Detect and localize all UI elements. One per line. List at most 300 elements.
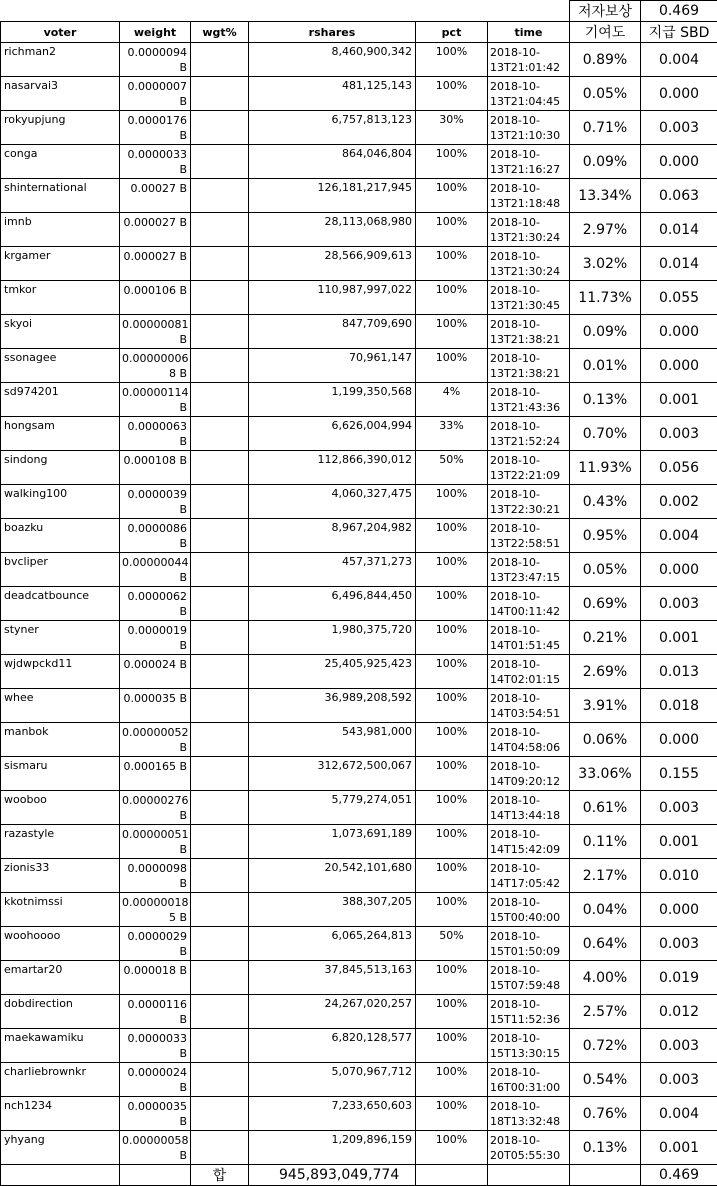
table-row xyxy=(1,655,717,689)
sbd-cell: 0.014 xyxy=(641,213,717,247)
pct-cell: 100% xyxy=(416,213,488,247)
time-cell: 2018-10-15T07:59:48 xyxy=(488,961,570,995)
voter-cell: krgamer xyxy=(1,247,120,281)
voter-cell: shinternational xyxy=(1,179,120,213)
pct-cell: 100% xyxy=(416,1131,488,1165)
voter-cell: kkotnimssi xyxy=(1,893,120,927)
rshares-cell: 312,672,500,067 xyxy=(249,757,416,791)
sbd-cell: 0.003 xyxy=(641,791,717,825)
pct-cell: 100% xyxy=(416,859,488,893)
sbd-cell: 0.000 xyxy=(641,77,717,111)
wgt-cell xyxy=(191,621,249,655)
contrib-cell: 0.21% xyxy=(570,621,641,655)
time-cell: 2018-10-13T23:47:15 xyxy=(488,553,570,587)
weight-cell: 0.00000052 B xyxy=(120,723,191,757)
pct-cell: 100% xyxy=(416,1063,488,1097)
table-row xyxy=(1,587,717,621)
header-sbd: 지급 SBD xyxy=(641,22,717,43)
sbd-cell: 0.000 xyxy=(641,315,717,349)
contrib-cell: 0.11% xyxy=(570,825,641,859)
weight-cell: 0.0000063 B xyxy=(120,417,191,451)
table-row xyxy=(1,723,717,757)
contrib-cell: 3.91% xyxy=(570,689,641,723)
table-row xyxy=(1,961,717,995)
table-row xyxy=(1,383,717,417)
contrib-cell: 13.34% xyxy=(570,179,641,213)
rshares-cell: 70,961,147 xyxy=(249,349,416,383)
weight-cell: 0.0000029 B xyxy=(120,927,191,961)
time-cell: 2018-10-14T13:44:18 xyxy=(488,791,570,825)
sbd-cell: 0.155 xyxy=(641,757,717,791)
pct-cell: 100% xyxy=(416,587,488,621)
pct-cell: 4% xyxy=(416,383,488,417)
weight-cell: 0.0000033 B xyxy=(120,1029,191,1063)
table-row xyxy=(1,893,717,927)
rshares-cell: 6,065,264,813 xyxy=(249,927,416,961)
contrib-cell: 4.00% xyxy=(570,961,641,995)
time-cell: 2018-10-14T00:11:42 xyxy=(488,587,570,621)
header-row xyxy=(1,22,717,43)
rshares-cell: 7,233,650,603 xyxy=(249,1097,416,1131)
time-cell: 2018-10-15T00:40:00 xyxy=(488,893,570,927)
time-cell: 2018-10-13T22:58:51 xyxy=(488,519,570,553)
weight-cell: 0.0000033 B xyxy=(120,145,191,179)
sbd-cell: 0.003 xyxy=(641,927,717,961)
weight-cell: 0.000165 B xyxy=(120,757,191,791)
voter-cell: nch1234 xyxy=(1,1097,120,1131)
wgt-cell xyxy=(191,349,249,383)
contrib-cell: 0.09% xyxy=(570,315,641,349)
time-cell: 2018-10-13T22:21:09 xyxy=(488,451,570,485)
sbd-cell: 0.063 xyxy=(641,179,717,213)
time-cell: 2018-10-13T21:43:36 xyxy=(488,383,570,417)
weight-cell: 0.0000176 B xyxy=(120,111,191,145)
wgt-cell xyxy=(191,417,249,451)
table-row xyxy=(1,485,717,519)
wgt-cell xyxy=(191,791,249,825)
sbd-cell: 0.004 xyxy=(641,519,717,553)
rshares-cell: 24,267,020,257 xyxy=(249,995,416,1029)
pct-cell: 50% xyxy=(416,451,488,485)
wgt-cell xyxy=(191,1131,249,1165)
voter-cell: whee xyxy=(1,689,120,723)
weight-cell: 0.0000035 B xyxy=(120,1097,191,1131)
pct-cell: 100% xyxy=(416,485,488,519)
rshares-cell: 6,626,004,994 xyxy=(249,417,416,451)
voter-cell: tmkor xyxy=(1,281,120,315)
pct-cell: 100% xyxy=(416,757,488,791)
wgt-cell xyxy=(191,451,249,485)
contrib-cell: 0.61% xyxy=(570,791,641,825)
rshares-cell: 8,967,204,982 xyxy=(249,519,416,553)
wgt-cell xyxy=(191,961,249,995)
sbd-cell: 0.003 xyxy=(641,417,717,451)
contrib-cell: 0.54% xyxy=(570,1063,641,1097)
wgt-cell xyxy=(191,519,249,553)
wgt-cell xyxy=(191,43,249,77)
wgt-cell xyxy=(191,213,249,247)
contrib-cell: 0.09% xyxy=(570,145,641,179)
weight-cell: 0.0000019 B xyxy=(120,621,191,655)
voter-cell: richman2 xyxy=(1,43,120,77)
voter-cell: deadcatbounce xyxy=(1,587,120,621)
sum-label: 합 xyxy=(191,1165,249,1186)
time-cell: 2018-10-13T21:04:45 xyxy=(488,77,570,111)
wgt-cell xyxy=(191,689,249,723)
weight-cell: 0.00000058 B xyxy=(120,1131,191,1165)
wgt-cell xyxy=(191,1097,249,1131)
table-row xyxy=(1,43,717,77)
time-cell: 2018-10-13T22:30:21 xyxy=(488,485,570,519)
wgt-cell xyxy=(191,927,249,961)
table-row xyxy=(1,179,717,213)
voter-cell: hongsam xyxy=(1,417,120,451)
rshares-cell: 5,070,967,712 xyxy=(249,1063,416,1097)
rshares-cell: 20,542,101,680 xyxy=(249,859,416,893)
wgt-cell xyxy=(191,77,249,111)
voter-cell: rokyupjung xyxy=(1,111,120,145)
header-contrib: 기여도 xyxy=(570,22,641,43)
pct-cell: 100% xyxy=(416,519,488,553)
weight-cell: 0.0000086 B xyxy=(120,519,191,553)
sbd-cell: 0.000 xyxy=(641,553,717,587)
pct-cell: 100% xyxy=(416,723,488,757)
weight-cell: 0.000027 B xyxy=(120,247,191,281)
weight-cell: 0.0000007 B xyxy=(120,77,191,111)
voter-cell: ssonagee xyxy=(1,349,120,383)
weight-cell: 0.000108 B xyxy=(120,451,191,485)
time-cell: 2018-10-14T09:20:12 xyxy=(488,757,570,791)
author-reward-label: 저자보상 xyxy=(570,1,641,22)
weight-cell: 0.00000018 5 B xyxy=(120,893,191,927)
weight-cell: 0.0000094 B xyxy=(120,43,191,77)
wgt-cell xyxy=(191,145,249,179)
pct-cell: 100% xyxy=(416,281,488,315)
rshares-cell: 110,987,997,022 xyxy=(249,281,416,315)
voter-cell: sindong xyxy=(1,451,120,485)
rshares-cell: 1,209,896,159 xyxy=(249,1131,416,1165)
sbd-cell: 0.000 xyxy=(641,349,717,383)
weight-cell: 0.0000039 B xyxy=(120,485,191,519)
pct-cell: 100% xyxy=(416,1029,488,1063)
weight-cell: 0.000035 B xyxy=(120,689,191,723)
table-row xyxy=(1,791,717,825)
contrib-cell: 0.76% xyxy=(570,1097,641,1131)
weight-cell: 0.00000006 8 B xyxy=(120,349,191,383)
wgt-cell xyxy=(191,859,249,893)
rshares-cell: 126,181,217,945 xyxy=(249,179,416,213)
voter-cell: yhyang xyxy=(1,1131,120,1165)
table-row xyxy=(1,1029,717,1063)
table-row xyxy=(1,757,717,791)
table-row xyxy=(1,145,717,179)
sbd-cell: 0.003 xyxy=(641,1029,717,1063)
table-row xyxy=(1,1131,717,1165)
rshares-cell: 543,981,000 xyxy=(249,723,416,757)
rshares-cell: 37,845,513,163 xyxy=(249,961,416,995)
sbd-cell: 0.003 xyxy=(641,587,717,621)
contrib-cell: 0.06% xyxy=(570,723,641,757)
contrib-cell: 0.70% xyxy=(570,417,641,451)
contrib-cell: 2.69% xyxy=(570,655,641,689)
sbd-cell: 0.056 xyxy=(641,451,717,485)
time-cell: 2018-10-13T21:38:21 xyxy=(488,315,570,349)
weight-cell: 0.000018 B xyxy=(120,961,191,995)
table-row xyxy=(1,213,717,247)
rshares-cell: 481,125,143 xyxy=(249,77,416,111)
sbd-cell: 0.000 xyxy=(641,145,717,179)
time-cell: 2018-10-13T21:01:42 xyxy=(488,43,570,77)
pct-cell: 100% xyxy=(416,655,488,689)
time-cell: 2018-10-14T17:05:42 xyxy=(488,859,570,893)
sum-sbd: 0.469 xyxy=(641,1165,717,1186)
pct-cell: 100% xyxy=(416,825,488,859)
wgt-cell xyxy=(191,553,249,587)
rshares-cell: 4,060,327,475 xyxy=(249,485,416,519)
time-cell: 2018-10-16T00:31:00 xyxy=(488,1063,570,1097)
time-cell: 2018-10-15T01:50:09 xyxy=(488,927,570,961)
table-row xyxy=(1,927,717,961)
table-row xyxy=(1,553,717,587)
rshares-cell: 28,566,909,613 xyxy=(249,247,416,281)
rshares-cell: 6,757,813,123 xyxy=(249,111,416,145)
contrib-cell: 0.05% xyxy=(570,553,641,587)
rshares-cell: 28,113,068,980 xyxy=(249,213,416,247)
sbd-cell: 0.001 xyxy=(641,1131,717,1165)
wgt-cell xyxy=(191,485,249,519)
wgt-cell xyxy=(191,383,249,417)
pct-cell: 33% xyxy=(416,417,488,451)
weight-cell: 0.000024 B xyxy=(120,655,191,689)
sbd-cell: 0.014 xyxy=(641,247,717,281)
contrib-cell: 2.97% xyxy=(570,213,641,247)
sbd-cell: 0.001 xyxy=(641,825,717,859)
sum-rshares: 945,893,049,774 xyxy=(249,1165,416,1186)
voter-cell: dobdirection xyxy=(1,995,120,1029)
weight-cell: 0.00000044 B xyxy=(120,553,191,587)
author-reward-row xyxy=(1,1,717,22)
table-row xyxy=(1,1063,717,1097)
time-cell: 2018-10-14T04:58:06 xyxy=(488,723,570,757)
table-row xyxy=(1,315,717,349)
time-cell: 2018-10-13T21:16:27 xyxy=(488,145,570,179)
sbd-cell: 0.013 xyxy=(641,655,717,689)
time-cell: 2018-10-15T11:52:36 xyxy=(488,995,570,1029)
header-weight: weight xyxy=(120,22,191,43)
contrib-cell: 0.89% xyxy=(570,43,641,77)
table-row xyxy=(1,111,717,145)
author-reward-value: 0.469 xyxy=(641,1,717,22)
table-row xyxy=(1,77,717,111)
time-cell: 2018-10-13T21:30:45 xyxy=(488,281,570,315)
time-cell: 2018-10-13T21:38:21 xyxy=(488,349,570,383)
pct-cell: 100% xyxy=(416,179,488,213)
time-cell: 2018-10-18T13:32:48 xyxy=(488,1097,570,1131)
wgt-cell xyxy=(191,1029,249,1063)
voter-cell: sd974201 xyxy=(1,383,120,417)
sbd-cell: 0.003 xyxy=(641,1063,717,1097)
table-row xyxy=(1,451,717,485)
wgt-cell xyxy=(191,757,249,791)
rshares-cell: 6,820,128,577 xyxy=(249,1029,416,1063)
rshares-cell: 457,371,273 xyxy=(249,553,416,587)
wgt-cell xyxy=(191,179,249,213)
pct-cell: 100% xyxy=(416,553,488,587)
header-wgt: wgt% xyxy=(191,22,249,43)
table-row xyxy=(1,825,717,859)
wgt-cell xyxy=(191,893,249,927)
sbd-cell: 0.002 xyxy=(641,485,717,519)
weight-cell: 0.000106 B xyxy=(120,281,191,315)
pct-cell: 100% xyxy=(416,1097,488,1131)
contrib-cell: 0.04% xyxy=(570,893,641,927)
table-row xyxy=(1,621,717,655)
contrib-cell: 0.71% xyxy=(570,111,641,145)
contrib-cell: 0.69% xyxy=(570,587,641,621)
table-row xyxy=(1,1097,717,1131)
time-cell: 2018-10-13T21:10:30 xyxy=(488,111,570,145)
contrib-cell: 11.73% xyxy=(570,281,641,315)
table-row xyxy=(1,247,717,281)
rshares-cell: 864,046,804 xyxy=(249,145,416,179)
voter-cell: bvcliper xyxy=(1,553,120,587)
pct-cell: 100% xyxy=(416,961,488,995)
voter-cell: skyoi xyxy=(1,315,120,349)
voter-cell: imnb xyxy=(1,213,120,247)
pct-cell: 100% xyxy=(416,349,488,383)
rshares-cell: 847,709,690 xyxy=(249,315,416,349)
rshares-cell: 5,779,274,051 xyxy=(249,791,416,825)
contrib-cell: 0.01% xyxy=(570,349,641,383)
sbd-cell: 0.001 xyxy=(641,621,717,655)
time-cell: 2018-10-13T21:30:24 xyxy=(488,213,570,247)
rshares-cell: 1,073,691,189 xyxy=(249,825,416,859)
contrib-cell: 2.57% xyxy=(570,995,641,1029)
table-row xyxy=(1,519,717,553)
voter-cell: sismaru xyxy=(1,757,120,791)
pct-cell: 100% xyxy=(416,43,488,77)
table-row xyxy=(1,349,717,383)
rshares-cell: 8,460,900,342 xyxy=(249,43,416,77)
table-row xyxy=(1,859,717,893)
wgt-cell xyxy=(191,315,249,349)
sbd-cell: 0.018 xyxy=(641,689,717,723)
contrib-cell: 0.95% xyxy=(570,519,641,553)
voter-cell: manbok xyxy=(1,723,120,757)
voter-cell: woohoooo xyxy=(1,927,120,961)
contrib-cell: 0.05% xyxy=(570,77,641,111)
table-row xyxy=(1,689,717,723)
weight-cell: 0.000027 B xyxy=(120,213,191,247)
weight-cell: 0.0000062 B xyxy=(120,587,191,621)
voter-cell: zionis33 xyxy=(1,859,120,893)
wgt-cell xyxy=(191,587,249,621)
time-cell: 2018-10-14T01:51:45 xyxy=(488,621,570,655)
rshares-cell: 388,307,205 xyxy=(249,893,416,927)
wgt-cell xyxy=(191,995,249,1029)
sbd-cell: 0.004 xyxy=(641,43,717,77)
weight-cell: 0.0000116 B xyxy=(120,995,191,1029)
rshares-cell: 25,405,925,423 xyxy=(249,655,416,689)
sbd-cell: 0.019 xyxy=(641,961,717,995)
contrib-cell: 33.06% xyxy=(570,757,641,791)
sbd-cell: 0.000 xyxy=(641,723,717,757)
rshares-cell: 6,496,844,450 xyxy=(249,587,416,621)
sum-row xyxy=(1,1165,717,1186)
weight-cell: 0.00000276 B xyxy=(120,791,191,825)
wgt-cell xyxy=(191,655,249,689)
wgt-cell xyxy=(191,281,249,315)
table-row xyxy=(1,995,717,1029)
time-cell: 2018-10-14T15:42:09 xyxy=(488,825,570,859)
time-cell: 2018-10-15T13:30:15 xyxy=(488,1029,570,1063)
voter-cell: nasarvai3 xyxy=(1,77,120,111)
wgt-cell xyxy=(191,825,249,859)
sbd-cell: 0.010 xyxy=(641,859,717,893)
contrib-cell: 0.43% xyxy=(570,485,641,519)
pct-cell: 100% xyxy=(416,77,488,111)
sbd-cell: 0.001 xyxy=(641,383,717,417)
pct-cell: 30% xyxy=(416,111,488,145)
header-rshares: rshares xyxy=(249,22,416,43)
weight-cell: 0.00000081 B xyxy=(120,315,191,349)
pct-cell: 100% xyxy=(416,145,488,179)
contrib-cell: 0.64% xyxy=(570,927,641,961)
sbd-cell: 0.000 xyxy=(641,893,717,927)
time-cell: 2018-10-13T21:30:24 xyxy=(488,247,570,281)
pct-cell: 50% xyxy=(416,927,488,961)
contrib-cell: 0.13% xyxy=(570,383,641,417)
voter-cell: charliebrownkr xyxy=(1,1063,120,1097)
wgt-cell xyxy=(191,247,249,281)
header-voter: voter xyxy=(1,22,120,43)
voter-cell: emartar20 xyxy=(1,961,120,995)
time-cell: 2018-10-13T21:18:48 xyxy=(488,179,570,213)
contrib-cell: 11.93% xyxy=(570,451,641,485)
pct-cell: 100% xyxy=(416,247,488,281)
voter-cell: styner xyxy=(1,621,120,655)
rshares-cell: 112,866,390,012 xyxy=(249,451,416,485)
header-pct: pct xyxy=(416,22,488,43)
voter-cell: boazku xyxy=(1,519,120,553)
sbd-cell: 0.055 xyxy=(641,281,717,315)
weight-cell: 0.0000098 B xyxy=(120,859,191,893)
weight-cell: 0.0000024 B xyxy=(120,1063,191,1097)
contrib-cell: 3.02% xyxy=(570,247,641,281)
pct-cell: 100% xyxy=(416,689,488,723)
pct-cell: 100% xyxy=(416,893,488,927)
contrib-cell: 0.72% xyxy=(570,1029,641,1063)
wgt-cell xyxy=(191,723,249,757)
table-body xyxy=(1,43,717,1165)
weight-cell: 0.00000051 B xyxy=(120,825,191,859)
rshares-cell: 36,989,208,592 xyxy=(249,689,416,723)
sbd-cell: 0.012 xyxy=(641,995,717,1029)
weight-cell: 0.00027 B xyxy=(120,179,191,213)
contrib-cell: 2.17% xyxy=(570,859,641,893)
wgt-cell xyxy=(191,111,249,145)
weight-cell: 0.00000114 B xyxy=(120,383,191,417)
pct-cell: 100% xyxy=(416,315,488,349)
voter-cell: walking100 xyxy=(1,485,120,519)
voter-cell: conga xyxy=(1,145,120,179)
pct-cell: 100% xyxy=(416,621,488,655)
time-cell: 2018-10-13T21:52:24 xyxy=(488,417,570,451)
voter-cell: razastyle xyxy=(1,825,120,859)
table-row xyxy=(1,417,717,451)
sbd-cell: 0.003 xyxy=(641,111,717,145)
time-cell: 2018-10-14T03:54:51 xyxy=(488,689,570,723)
